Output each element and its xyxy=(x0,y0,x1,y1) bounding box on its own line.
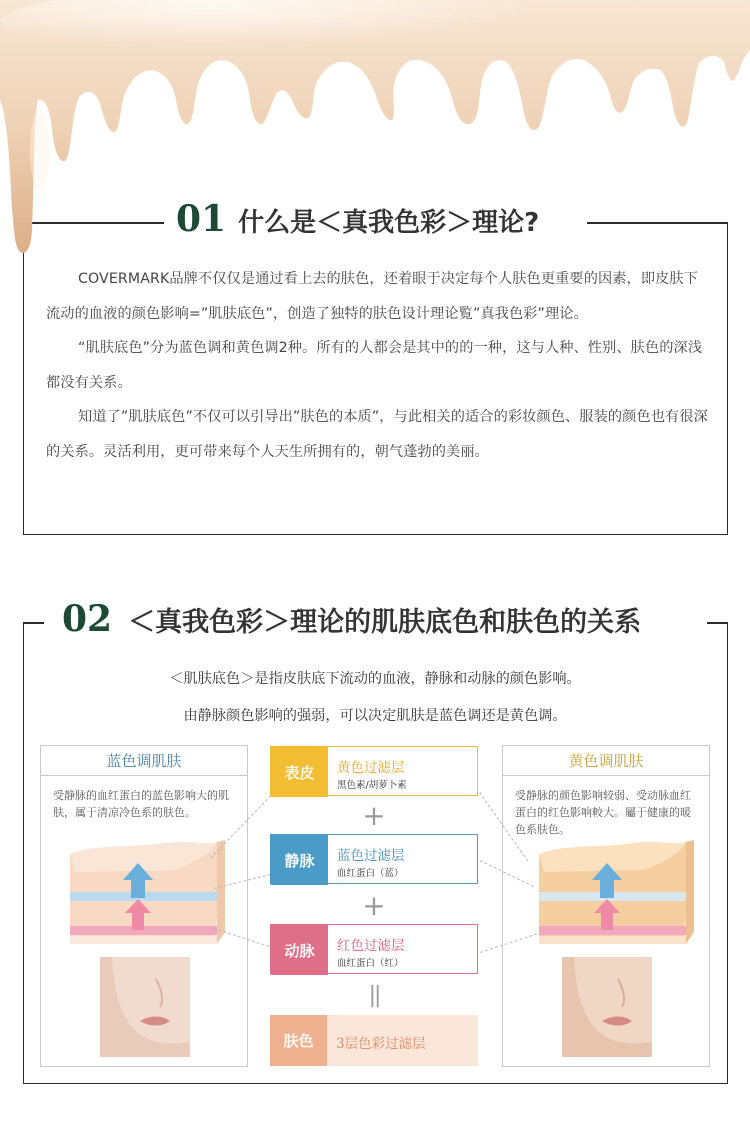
skin-tone-result xyxy=(270,1015,478,1066)
blue-skin-layer-diagram xyxy=(65,840,225,952)
section1-number: 01 xyxy=(176,198,227,240)
yellow-undertone-panel xyxy=(502,745,710,1067)
layer-sub: 血红蛋白（蓝） xyxy=(337,868,404,879)
section1-body xyxy=(46,262,711,469)
artery-layer xyxy=(270,924,478,974)
section2-intro-line: 由静脉颜色影响的强弱，可以决定肌肤是蓝色调还是黄色调。 xyxy=(183,708,567,724)
yellow-undertone-title: 黄色调肌肤 xyxy=(503,746,709,776)
layer-name: 蓝色过滤层 xyxy=(337,848,405,864)
section1-paragraph: “肌肤底色”分为蓝色调和黄色调2种。所有的人都会是其中的的一种，这与人种、性别、肤色的深浅都没有关系。 xyxy=(46,340,703,391)
epidermis-layer xyxy=(270,746,478,796)
plus-operator: + xyxy=(362,799,386,832)
layer-sub: 黑色素/胡萝卜素 xyxy=(337,780,407,791)
blue-undertone-panel xyxy=(40,745,248,1067)
yellow-skin-layer-diagram xyxy=(534,840,694,952)
layer-tag: 表皮 xyxy=(271,747,328,797)
section1-title: 什么是＜真我色彩＞理论? xyxy=(238,208,540,238)
vein-layer xyxy=(270,834,478,884)
layer-sub: 血红蛋白（红） xyxy=(337,958,404,969)
yellow-undertone-desc: 受静脉的颜色影响较弱、受动脉血红蛋白的红色影响較大。屬于健康的暖色系肤色。 xyxy=(515,789,691,836)
section2-title: ＜真我色彩＞理论的肌肤底色和肤色的关系 xyxy=(128,607,642,638)
plus-operator: + xyxy=(362,889,386,922)
blue-undertone-title: 蓝色调肌肤 xyxy=(41,746,247,776)
section2-intro-line: ＜肌肤底色＞是指皮肤底下流动的血液，静脉和动脉的颜色影响。 xyxy=(169,671,581,687)
section2-heading xyxy=(52,598,651,640)
section1-paragraph: 知道了”肌肤底色”不仅可以引导出”肤色的本质”，与此相关的适合的彩妆颜色、服装的颜色也有很深的关系。灵活利用，更可带来每个人天生所拥有的，朝气蓬勃的美丽。 xyxy=(46,409,708,460)
layer-name: 黄色过滤层 xyxy=(337,760,405,776)
blue-undertone-desc: 受静脉的血红蛋白的蓝色影响大的肌肤，属于清凉冷色系的肤色。 xyxy=(53,789,229,819)
equals-operator: || xyxy=(368,983,380,1008)
blue-undertone-face-photo xyxy=(100,957,190,1057)
section1-heading xyxy=(168,198,547,240)
layer-tag: 肤色 xyxy=(270,1015,327,1066)
layer-name: 红色过滤层 xyxy=(337,938,405,954)
section1-paragraph: COVERMARK品牌不仅仅是通过看上去的肤色，还着眼于决定每个人肤色更重要的因素，即皮肤下流动的血液的颜色影响=”肌肤底色”，创造了独特的肤色设计理论覧”真我色彩”理论。 xyxy=(46,271,698,322)
yellow-undertone-face-photo xyxy=(562,957,652,1057)
layer-tag: 动脉 xyxy=(271,925,328,975)
section2-number: 02 xyxy=(62,598,113,640)
layer-tag: 静脉 xyxy=(271,835,328,885)
layer-name: 3层色彩过滤层 xyxy=(336,1036,426,1052)
